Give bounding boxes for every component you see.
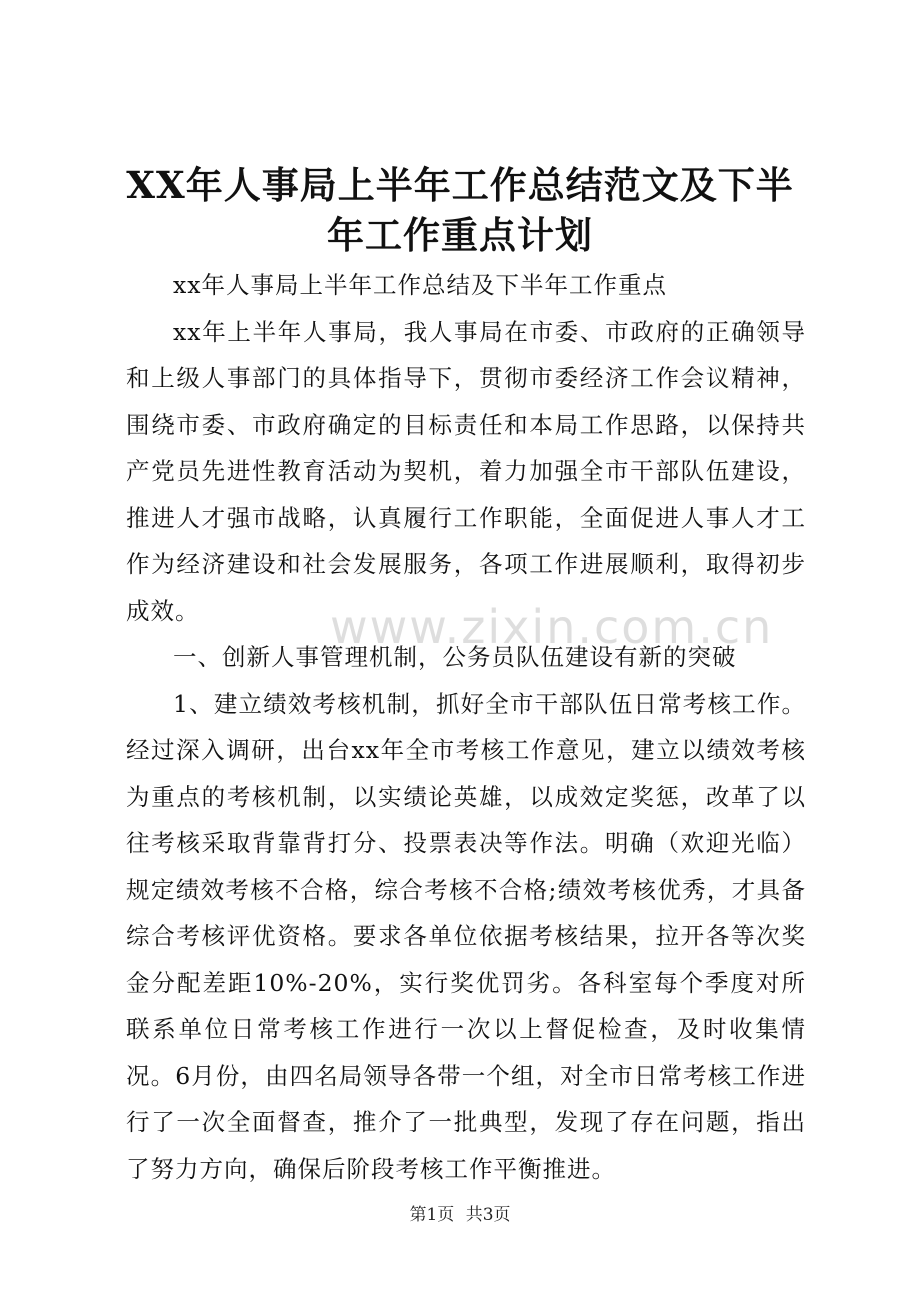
paragraph-section-heading: 一、创新人事管理机制，公务员队伍建设有新的突破: [173, 643, 737, 671]
paragraph-subtitle: xx年人事局上半年工作总结及下半年工作重点: [173, 271, 668, 299]
watermark: www.zixin.com.cn: [330, 600, 774, 654]
page-footer: [0, 1200, 920, 1225]
paragraph-item-1: 1、建立绩效考核机制，抓好全市干部队伍日常考核工作。经过深入调研，出台xx年全市考核工作意见，建立以绩效考核为重点的考核机制，以实绩论英雄，以成效定奖惩，改革了以往考核采取背靠背打分、投票表决等作法。明确（欢迎光临）规定绩效考核不合格，综合考核不合格;绩效考核优秀，才具备综合考核评优资格。要求各单位依据考核结果，拉开各等次奖金分配差距10%-20%，实行奖优罚劣。各科室每个季度对所联系单位日常考核工作进行一次以上督促检查，及时收集情况。6月份，由四名局领导各带一个组，对全市日常考核工作进行了一次全面督查，推介了一批典型，发现了存在问题，指出了努力方向，确保后阶段考核工作平衡推进。: [126, 689, 806, 1183]
document-title: XX年人事局上半年工作总结范文及下半年工作重点计划: [126, 163, 794, 257]
paragraph-intro: xx年上半年人事局，我人事局在市委、市政府的正确领导和上级人事部门的具体指导下，贯彻市委经济工作会议精神，围绕市委、市政府确定的目标责任和本局工作思路，以保持共产党员先进性教育活动为契机，着力加强全市干部队伍建设，推进人才强市战略，认真履行工作职能，全面促进人事人才工作为经济建设和社会发展服务，各项工作进展顺利，取得初步成效。: [126, 317, 806, 625]
page-total: 共3页: [465, 1205, 511, 1225]
document-body: [126, 262, 806, 1192]
page-number: 第1页: [409, 1205, 455, 1225]
